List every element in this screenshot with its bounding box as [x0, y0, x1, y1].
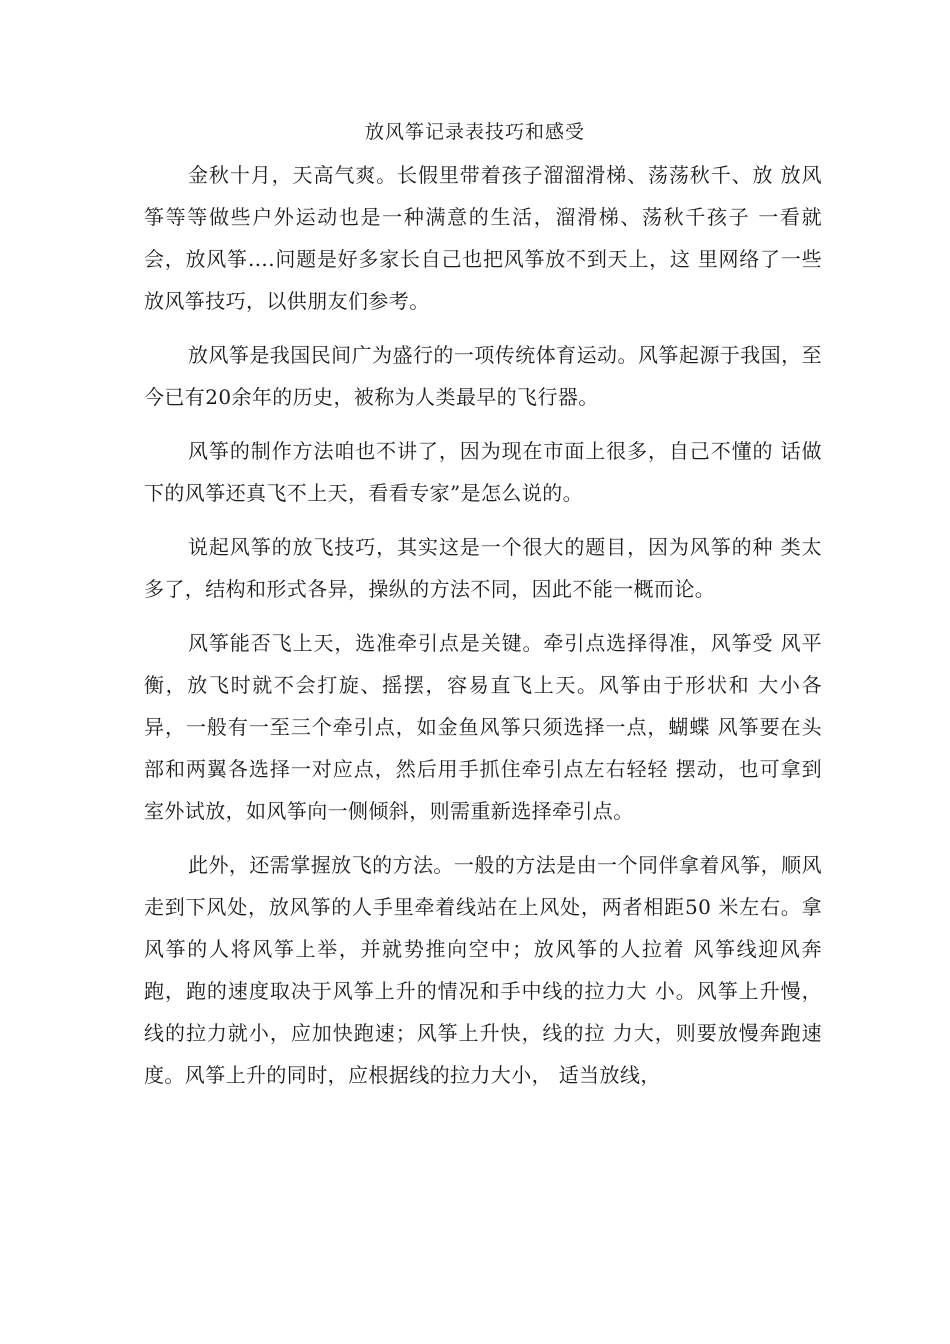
paragraph-3: 风筝的制作方法咱也不讲了，因为现在市面上很多，自己不懂的 话做下的风筝还真飞不上天，看看专家”是怎么说的。	[144, 439, 822, 505]
paragraph-4: 说起风筝的放飞技巧，其实这是一个很大的题目，因为风筝的种 类太多了，结构和形式各异，操纵的方法不同，因此不能一概而论。	[144, 535, 822, 601]
paragraph-1: 金秋十月，天高气爽。长假里带着孩子溜溜滑梯、荡荡秋千、放 放风筝等等做些户外运动也是一种满意的生活，溜滑梯、荡秋千孩子 一看就会，放风筝….问题是好多家长自己也把风筝放不到天上，这 里网络了一些放风筝技巧，以供朋友们参考。	[144, 163, 822, 313]
document-title: 放风筝记录表技巧和感受	[364, 121, 585, 143]
document-body	[144, 154, 822, 1108]
paragraph-2: 放风筝是我国民间广为盛行的一项传统体育运动。风筝起源于我国，至今已有20余年的历史，被称为人类最早的飞行器。	[144, 343, 822, 409]
paragraph-5: 风筝能否飞上天，选准牵引点是关键。牵引点选择得准，风筝受 风平衡，放飞时就不会打旋、摇摆，容易直飞上天。风筝由于形状和 大小各异，一般有一至三个牵引点，如金鱼风筝只须选择一点，蝴蝶 风筝要在头部和两翼各选择一对应点，然后用手抓住牵引点左右轻轻 摆动，也可拿到室外试放，如风筝向一侧倾斜，则需重新选择牵引点。	[144, 631, 822, 823]
paragraph-6: 此外，还需掌握放飞的方法。一般的方法是由一个同伴拿着风筝，顺风走到下风处，放风筝的人手里牵着线站在上风处，两者相距50 米左右。拿风筝的人将风筝上举，并就势推向空中；放风筝的人拉着 风筝线迎风奔跑，跑的速度取决于风筝上升的情况和手中线的拉力大 小。风筝上升慢，线的拉力就小，应加快跑速；风筝上升快，线的拉 力大，则要放慢奔跑速度。风筝上升的同时，应根据线的拉力大小， 适当放线，	[144, 853, 822, 1087]
